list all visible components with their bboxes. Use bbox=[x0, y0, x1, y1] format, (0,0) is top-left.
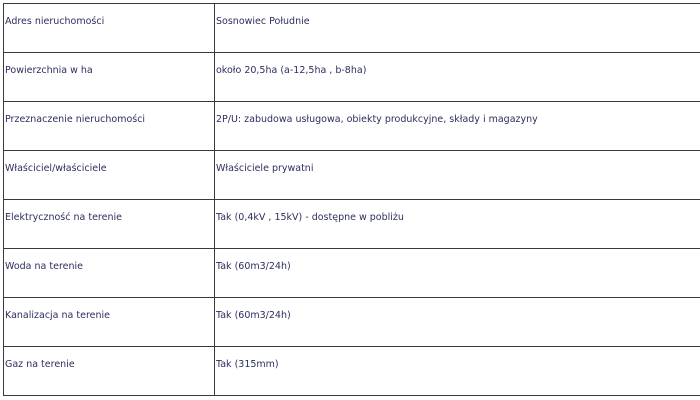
row-value: 2P/U: zabudowa usługowa, obiekty produkcyjne, składy i magazyny bbox=[216, 114, 538, 125]
table-row-owner bbox=[4, 151, 700, 200]
label-cell bbox=[4, 249, 215, 298]
label-cell bbox=[4, 200, 215, 249]
label-cell bbox=[4, 4, 215, 53]
row-value: Sosnowiec Południe bbox=[216, 16, 310, 27]
table-row-area bbox=[4, 53, 700, 102]
table-row-water bbox=[4, 249, 700, 298]
value-cell bbox=[215, 151, 700, 200]
value-cell bbox=[215, 347, 700, 396]
label-cell bbox=[4, 53, 215, 102]
value-cell bbox=[215, 298, 700, 347]
row-value: Tak (0,4kV , 15kV) - dostępne w pobliżu bbox=[216, 212, 404, 223]
row-value: Tak (60m3/24h) bbox=[216, 261, 291, 272]
table-row-sewage bbox=[4, 298, 700, 347]
value-cell bbox=[215, 53, 700, 102]
row-value: Tak (315mm) bbox=[216, 359, 279, 370]
label-cell bbox=[4, 347, 215, 396]
value-cell bbox=[215, 200, 700, 249]
table-row-purpose bbox=[4, 102, 700, 151]
value-cell bbox=[215, 249, 700, 298]
property-details-table bbox=[3, 3, 700, 396]
row-label: Powierzchnia w ha bbox=[5, 65, 93, 76]
table-row-gas bbox=[4, 347, 700, 396]
value-cell bbox=[215, 102, 700, 151]
table-row-electricity bbox=[4, 200, 700, 249]
row-label: Właściciel/właściciele bbox=[5, 163, 107, 174]
row-label: Kanalizacja na terenie bbox=[5, 310, 110, 321]
table-row-address bbox=[4, 4, 700, 53]
row-label: Adres nieruchomości bbox=[5, 16, 105, 27]
row-value: Właściciele prywatni bbox=[216, 163, 314, 174]
row-label: Gaz na terenie bbox=[5, 359, 75, 370]
row-value: Tak (60m3/24h) bbox=[216, 310, 291, 321]
row-value: około 20,5ha (a-12,5ha , b-8ha) bbox=[216, 65, 367, 76]
row-label: Przeznaczenie nieruchomości bbox=[5, 114, 146, 125]
value-cell bbox=[215, 4, 700, 53]
label-cell bbox=[4, 151, 215, 200]
row-label: Elektryczność na terenie bbox=[5, 212, 122, 223]
row-label: Woda na terenie bbox=[5, 261, 83, 272]
label-cell bbox=[4, 102, 215, 151]
table-body bbox=[4, 4, 700, 396]
label-cell bbox=[4, 298, 215, 347]
